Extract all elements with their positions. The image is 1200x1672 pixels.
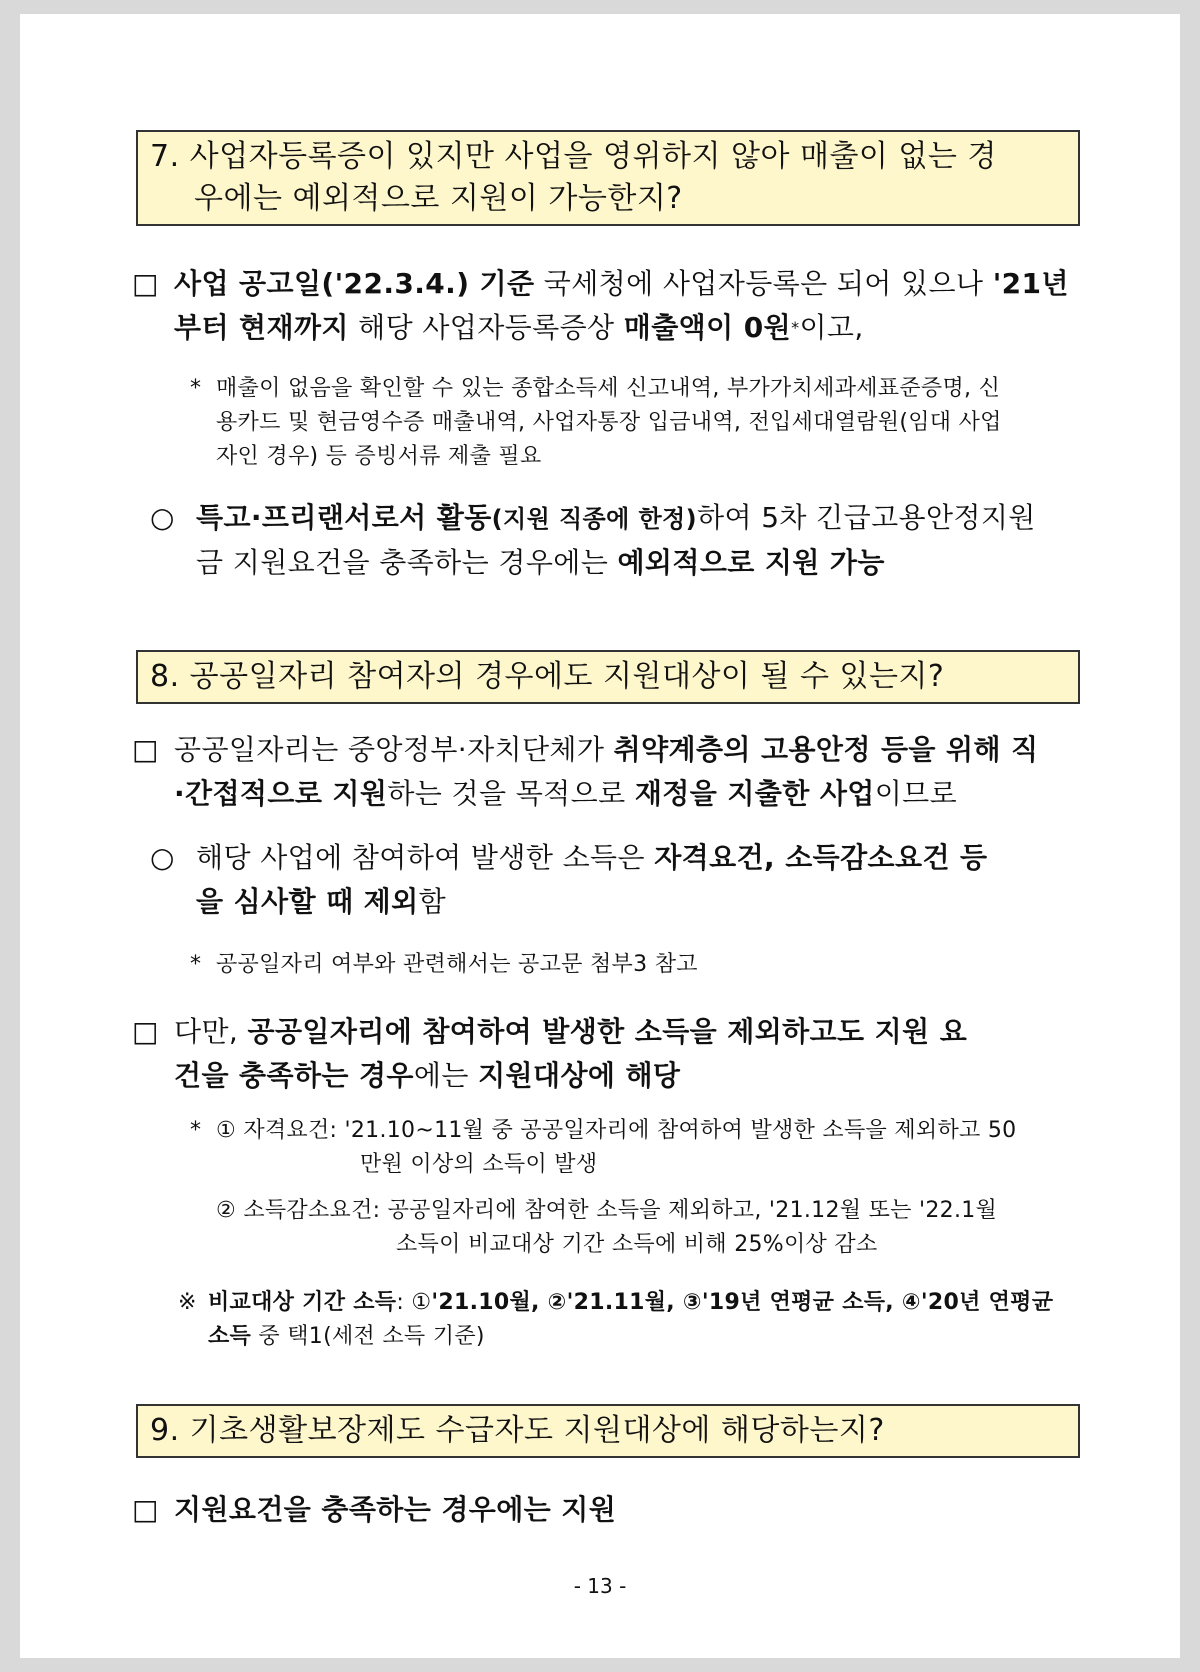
note-7a: * 매출이 없음을 확인할 수 있는 종합소득세 신고내역, 부가가치세과세표준증명, 신 용카드 및 현금영수증 매출내역, 사업자통장 입금내역, 전입세대열람원(임대 사업 자인 경우) 등 증빙서류 제출 필요 (190, 376, 1002, 469)
question-8-box (136, 650, 1080, 704)
paragraph-8b: ○ 해당 사업에 참여하여 발생한 소득은 자격요건, 소득감소요건 등 을 심사할 때 제외함 (150, 841, 988, 918)
question-7-box (136, 130, 1080, 226)
note-8a: * 공공일자리 여부와 관련해서는 공고문 첨부3 참고 (190, 952, 698, 977)
bold-text: 사업 공고일('22.3.4.) 기준 (174, 267, 535, 300)
question-9-line1: 9. 기초생활보장제도 수급자도 지원대상에 해당하는지? (150, 1413, 885, 1448)
document-page (20, 14, 1180, 1658)
paragraph-9a: □ 지원요건을 충족하는 경우에는 지원 (132, 1493, 617, 1526)
note-8c: ※ 비교대상 기간 소득: ①'21.10월, ②'21.11월, ③'19년 연평균 소득, ④'20년 연평균 소득 중 택1(세전 소득 기준) (178, 1290, 1054, 1349)
question-8-line1: 8. 공공일자리 참여자의 경우에도 지원대상이 될 수 있는지? (150, 659, 945, 694)
question-9-box (136, 1404, 1080, 1458)
question-7-line2: 우에는 예외적으로 지원이 가능한지? (194, 181, 683, 216)
paragraph-7a: □ 사업 공고일('22.3.4.) 기준 국세청에 사업자등록은 되어 있으나 '21년 부터 현재까지 해당 사업자등록증상 매출액이 0원*이고, (132, 262, 1086, 350)
paragraph-7b: ○ 특고·프리랜서로서 활동(지원 직종에 한정)하여 5차 긴급고용안정지원 금 지원요건을 충족하는 경우에는 예외적으로 지원 가능 (150, 501, 1036, 579)
checkbox-marker: □ (132, 267, 159, 300)
paragraph-8a: □ 공공일자리는 중앙정부·자치단체가 취약계층의 고용안정 등을 위해 직 ·간접적으로 지원하는 것을 목적으로 재정을 지출한 사업이므로 (132, 733, 1039, 810)
question-7-line1: 7. 사업자등록증이 있지만 사업을 영위하지 않아 매출이 없는 경 (150, 139, 997, 174)
page-number: - 13 - (573, 1574, 627, 1598)
paragraph-8c: □ 다만, 공공일자리에 참여하여 발생한 소득을 제외하고도 지원 요 건을 충족하는 경우에는 지원대상에 해당 (132, 1015, 968, 1092)
note-8b: * ① 자격요건: '21.10~11월 중 공공일자리에 참여하여 발생한 소득을 제외하고 50 만원 이상의 소득이 발생 ② 소득감소요건: 공공일자리에 참여한 소득을 제외하고, '21.12월 또는 '22.1월 소득이 비교대상 기간 소득에 비해 25%이상 감소 (190, 1118, 1017, 1257)
